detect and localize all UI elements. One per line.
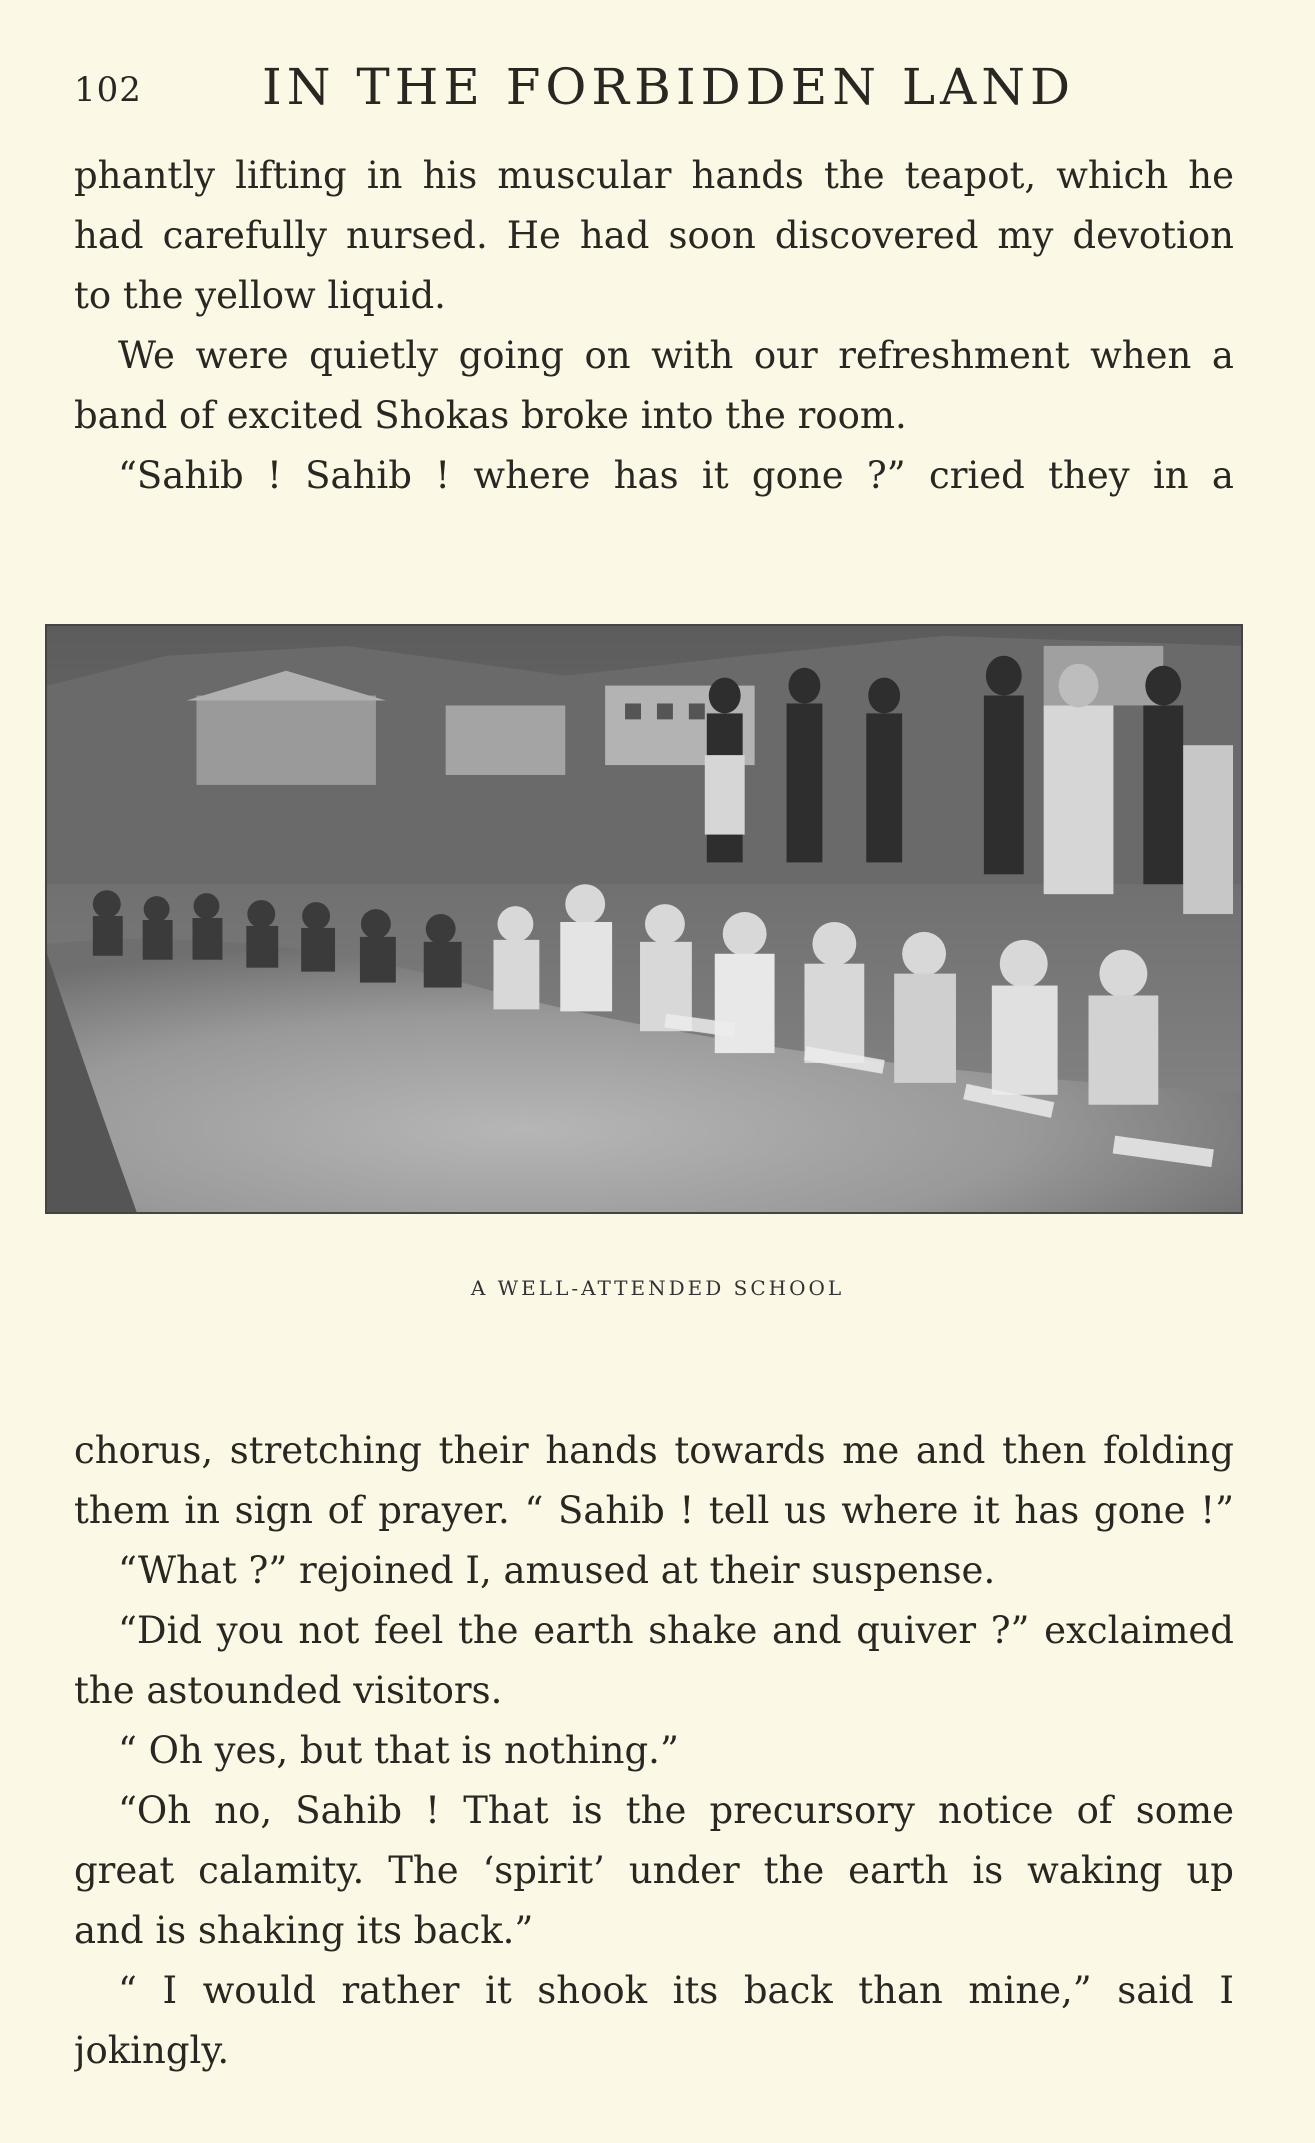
text-line: We were quietly going on with our refreshment when a xyxy=(118,334,1234,377)
text-line: band of excited Shokas broke into the room. xyxy=(74,394,907,437)
body-text-bottom xyxy=(74,1421,1234,2081)
text-line: them in sign of prayer. “ Sahib ! tell us where it has gone !” xyxy=(74,1489,1234,1532)
text-line: great calamity. The ‘spirit’ under the earth is waking up xyxy=(74,1849,1234,1892)
figure-caption: A WELL-ATTENDED SCHOOL xyxy=(470,1276,845,1300)
text-line: jokingly. xyxy=(74,2029,230,2072)
text-line: the astounded visitors. xyxy=(74,1669,503,1712)
text-line: to the yellow liquid. xyxy=(74,274,446,317)
page-number: 102 xyxy=(74,70,142,110)
body-text-top xyxy=(74,146,1234,506)
text-line: “What ?” rejoined I, amused at their suspense. xyxy=(118,1549,996,1592)
text-line: phantly lifting in his muscular hands the teapot, which he xyxy=(74,154,1234,197)
text-line: “ I would rather it shook its back than mine,” said I xyxy=(118,1969,1234,2012)
text-line: “Sahib ! Sahib ! where has it gone ?” cried they in a xyxy=(118,454,1234,497)
photograph-school-group xyxy=(45,624,1243,1214)
text-line: “ Oh yes, but that is nothing.” xyxy=(118,1729,679,1772)
text-line: chorus, stretching their hands towards me and then folding xyxy=(74,1429,1234,1472)
text-line: “Oh no, Sahib ! That is the precursory notice of some xyxy=(118,1789,1234,1832)
text-line: and is shaking its back.” xyxy=(74,1909,534,1952)
running-title: IN THE FORBIDDEN LAND xyxy=(262,58,1076,116)
text-line: “Did you not feel the earth shake and quiver ?” exclaimed xyxy=(118,1609,1234,1652)
text-line: had carefully nursed. He had soon discovered my devotion xyxy=(74,214,1234,257)
page-header xyxy=(74,58,1234,118)
